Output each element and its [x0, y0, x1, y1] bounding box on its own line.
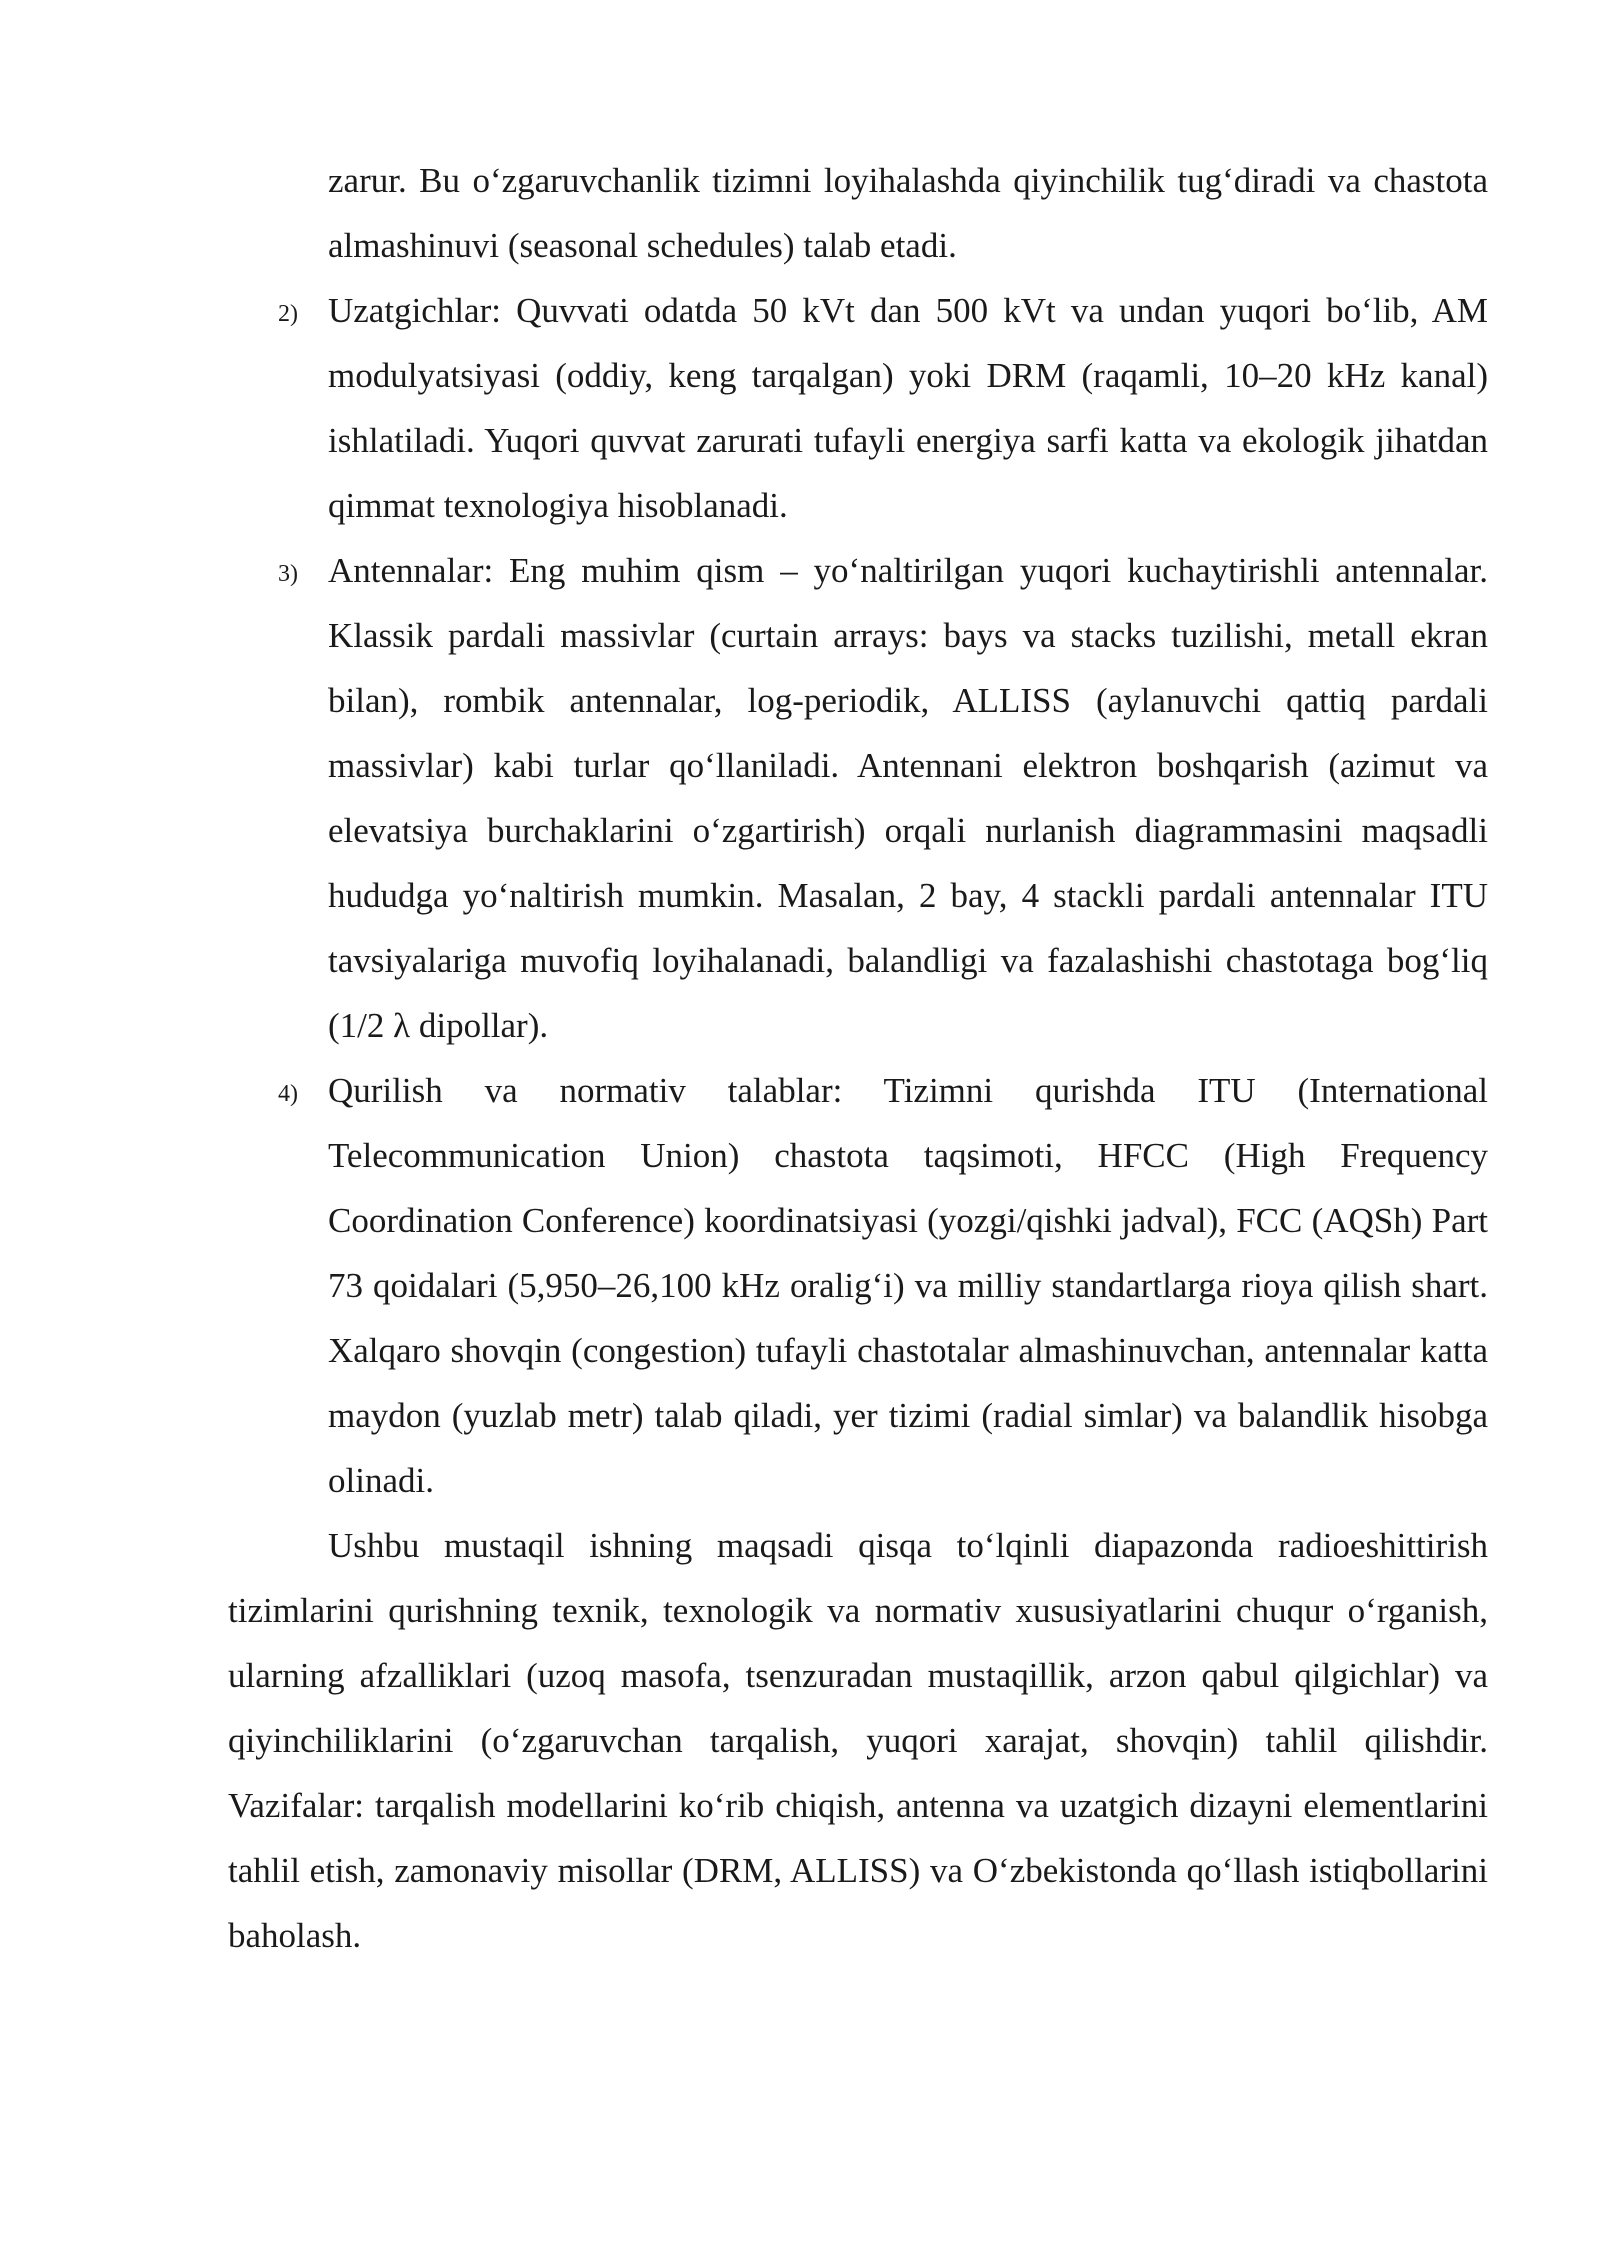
list-item-text: Uzatgichlar: Quvvati odatda 50 kVt dan 500 kVt va undan yuqori bo‘lib, AM modulyatsiyasi (oddiy, keng tarqalgan) yoki DRM (raqamli, 10–20 kHz kanal) ishlatiladi. Yuqori quvvat zarurati tufayli energiya sarfi katta va ekologik jihatdan qimmat texnologiya hisoblanadi. [328, 291, 1488, 525]
document-body [228, 148, 1488, 1968]
list-item [228, 278, 1488, 538]
list-item-number: 4) [278, 1081, 298, 1107]
list-item [228, 538, 1488, 1058]
list-item-number: 3) [278, 561, 298, 587]
purpose-paragraph: Ushbu mustaqil ishning maqsadi qisqa to‘lqinli diapazonda radioeshittirish tizimlarini qurishning texnik, texnologik va normativ xususiyatlarini chuqur o‘rganish, ularning afzalliklari (uzoq masofa, tsenzuradan mustaqillik, arzon qabul qilgichlar) va qiyinchiliklarini (o‘zgaruvchan tarqalish, yuqori xarajat, shovqin) tahlil qilishdir. Vazifalar: tarqalish modellarini ko‘rib chiqish, antenna va uzatgich dizayni elementlarini tahlil etish, zamonaviy misollar (DRM, ALLISS) va O‘zbekistonda qo‘llash istiqbollarini baholash. [228, 1526, 1488, 1955]
numbered-list [228, 278, 1488, 1513]
list-item-number: 2) [278, 301, 298, 327]
list-item [228, 1058, 1488, 1513]
list-item-text: Antennalar: Eng muhim qism – yo‘naltirilgan yuqori kuchaytirishli antennalar. Klassik pardali massivlar (curtain arrays: bays va stacks tuzilishi, metall ekran bilan), rombik antennalar, log-periodik, ALLISS (aylanuvchi qattiq pardali massivlar) kabi turlar qo‘llaniladi. Antennani elektron boshqarish (azimut va elevatsiya burchaklarini o‘zgartirish) orqali nurlanish diagrammasini maqsadli hududga yo‘naltirish mumkin. Masalan, 2 bay, 4 stackli pardali antennalar ITU tavsiyalariga muvofiq loyihalanadi, balandligi va fazalashishi chastotaga bog‘liq (1/2 λ dipollar). [328, 551, 1488, 1045]
continuation-paragraph: zarur. Bu o‘zgaruvchanlik tizimni loyihalashda qiyinchilik tug‘diradi va chastota almashinuvi (seasonal schedules) talab etadi. [328, 161, 1488, 265]
list-item-text: Qurilish va normativ talablar: Tizimni qurishda ITU (International Telecommunication Union) chastota taqsimoti, HFCC (High Frequency Coordination Conference) koordinatsiyasi (yozgi/qishki jadval), FCC (AQSh) Part 73 qoidalari (5,950–26,100 kHz oralig‘i) va milliy standartlarga rioya qilish shart. Xalqaro shovqin (congestion) tufayli chastotalar almashinuvchan, antennalar katta maydon (yuzlab metr) talab qiladi, yer tizimi (radial simlar) va balandlik hisobga olinadi. [328, 1071, 1488, 1500]
